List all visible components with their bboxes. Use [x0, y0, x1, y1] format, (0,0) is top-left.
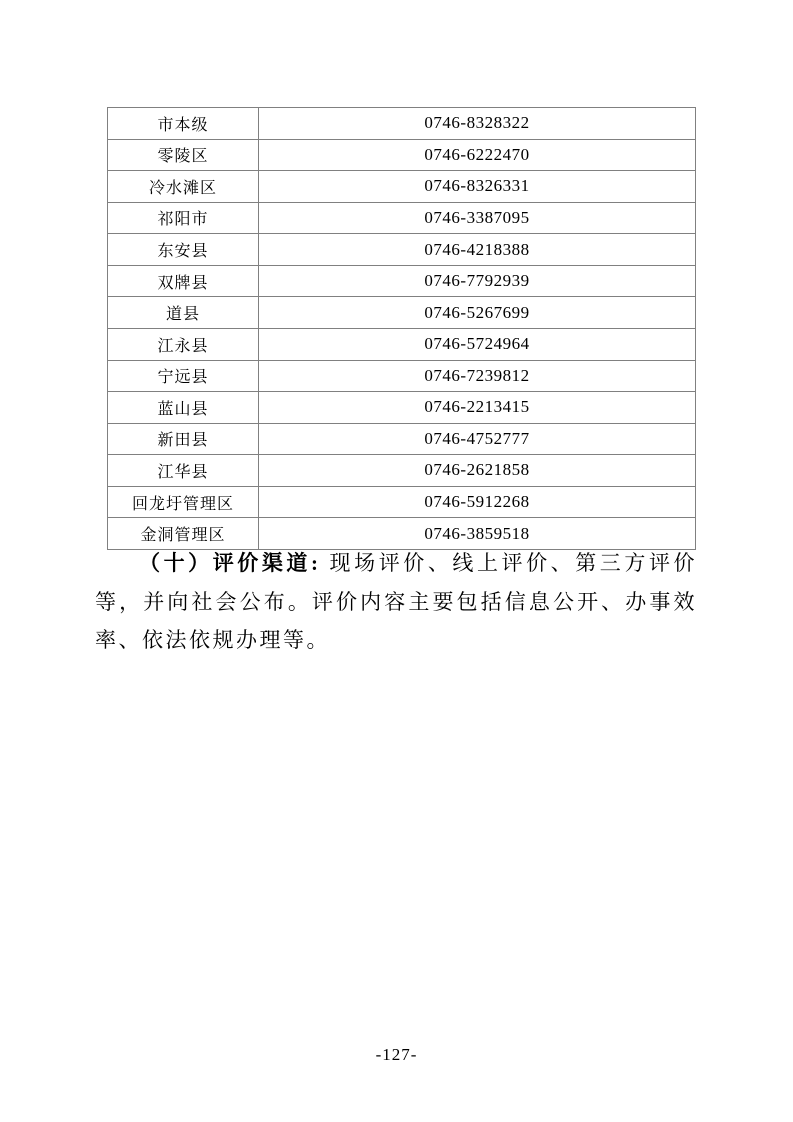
region-cell: 新田县: [108, 423, 259, 455]
table-row: [108, 139, 696, 171]
region-cell: 双牌县: [108, 265, 259, 297]
region-cell: 回龙圩管理区: [108, 486, 259, 518]
phone-cell: 0746-2621858: [259, 455, 696, 487]
region-cell: 江永县: [108, 328, 259, 360]
table-row: [108, 297, 696, 329]
table-row: [108, 360, 696, 392]
table-row: [108, 108, 696, 140]
phone-cell: 0746-7792939: [259, 265, 696, 297]
phone-cell: 0746-5267699: [259, 297, 696, 329]
phone-cell: 0746-7239812: [259, 360, 696, 392]
region-cell: 江华县: [108, 455, 259, 487]
table-row: [108, 234, 696, 266]
region-cell: 道县: [108, 297, 259, 329]
paragraph-text: 现场评价、线上评价、第三方评价等，并向社会公布。评价内容主要包括信息公开、办事效率、依法依规办理等。: [95, 551, 698, 652]
table-row: [108, 486, 696, 518]
page-number: -127-: [375, 1045, 418, 1064]
region-cell: 零陵区: [108, 139, 259, 171]
region-cell: 蓝山县: [108, 392, 259, 424]
table-row: [108, 265, 696, 297]
region-cell: 市本级: [108, 108, 259, 140]
phone-cell: 0746-5912268: [259, 486, 696, 518]
region-cell: 金洞管理区: [108, 518, 259, 550]
phone-cell: 0746-2213415: [259, 392, 696, 424]
contact-table: [107, 107, 696, 550]
phone-cell: 0746-5724964: [259, 328, 696, 360]
phone-cell: 0746-3387095: [259, 202, 696, 234]
region-cell: 宁远县: [108, 360, 259, 392]
phone-cell: 0746-8326331: [259, 171, 696, 203]
phone-cell: 0746-8328322: [259, 108, 696, 140]
table-row: [108, 455, 696, 487]
body-paragraph: [95, 544, 697, 660]
region-cell: 东安县: [108, 234, 259, 266]
phone-cell: 0746-6222470: [259, 139, 696, 171]
paragraph-lead: （十）评价渠道:: [139, 551, 321, 575]
contact-table-body: [108, 108, 696, 550]
table-row: [108, 171, 696, 203]
table-row: [108, 392, 696, 424]
table-row: [108, 423, 696, 455]
table-row: [108, 202, 696, 234]
phone-cell: 0746-3859518: [259, 518, 696, 550]
phone-cell: 0746-4752777: [259, 423, 696, 455]
region-cell: 祁阳市: [108, 202, 259, 234]
table-row: [108, 328, 696, 360]
phone-cell: 0746-4218388: [259, 234, 696, 266]
region-cell: 冷水滩区: [108, 171, 259, 203]
